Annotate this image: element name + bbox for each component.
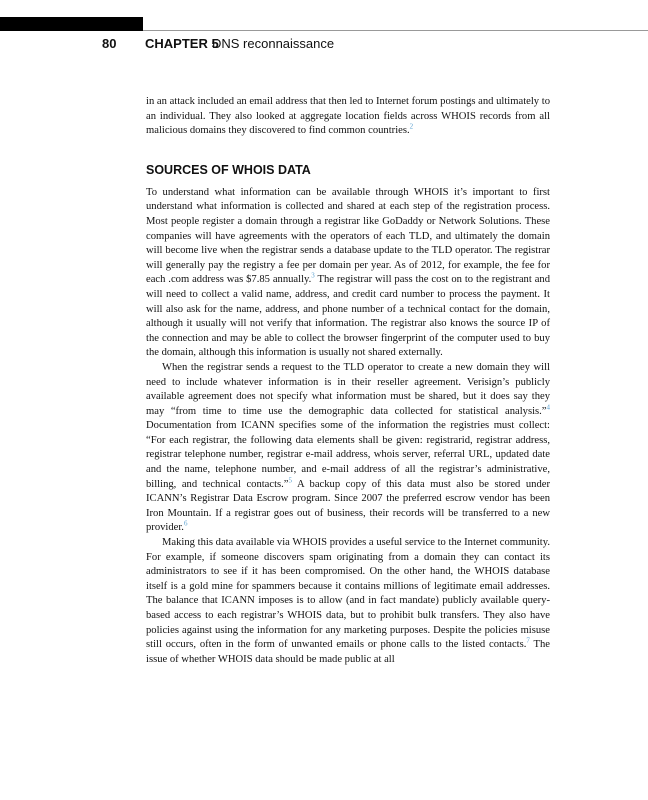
header-black-bar xyxy=(0,17,143,31)
running-header xyxy=(0,36,648,54)
footnote-ref-3[interactable]: 3 xyxy=(311,271,315,280)
paragraph1-text-a: To understand what information can be available through WHOIS it’s important to first understand what information is collected and shared at each step of the registration process. Most people register a domain through a registrar like GoDaddy or Network Solutions. These companies will have agreements with the operators of each TLD, and ultimately the domain will become live when the registrar sends a database update to the TLD operator. The registrar will generally pay the registry a fee per domain per year. As of 2012, for example, the fee for each .com address was $7.85 annually. xyxy=(146,186,550,286)
footnote-ref-6[interactable]: 6 xyxy=(183,519,188,528)
paragraph-registration-process xyxy=(146,186,550,361)
page-number: 80 xyxy=(102,36,117,51)
footnote-ref-5[interactable]: 5 xyxy=(288,476,292,485)
footnote-ref-4[interactable]: 4 xyxy=(546,403,550,412)
intro-text: in an attack included an email address that then led to Internet forum postings and ultimately to an individual. They also looked at aggregate location fields across WHOIS records from all malicious domains they discovered to find common countries. xyxy=(146,96,550,137)
header-rule xyxy=(143,30,648,31)
intro-paragraph xyxy=(146,95,550,139)
paragraph2-text-c: A backup copy of this data must also be stored under ICANN’s Registrar Data Escrow program. Since 2007 the preferred escrow vendor has been Iron Mountain. If a registrar goes out of business, their records will be transferred to a new provider. xyxy=(146,478,550,534)
page-body xyxy=(146,95,550,667)
section-heading: SOURCES OF WHOIS DATA xyxy=(146,162,311,177)
paragraph-whois-service xyxy=(146,536,550,667)
footnote-ref-2[interactable]: 2 xyxy=(409,122,414,131)
paragraph2-text-a: When the registrar sends a request to the TLD operator to create a new domain they will need to include whatever information is in their reseller agreement. Verisign’s publicly available agreement does not specify what information must be shared, but it does say they may “from time to time use the demographic data collected for statistical analysis.” xyxy=(146,361,550,417)
footnote-ref-7[interactable]: 7 xyxy=(526,636,530,645)
paragraph1-text-b: The registrar will pass the cost on to the registrant and will need to collect a valid name, address, and credit card number to process the payment. It will also ask for the name, address, and phone number of a technical contact for the domain, although it usually will not verify that information. The registrar also knows the source IP of the connection and may be able to collect the browser fingerprint of the computer used to buy the domain, although this information is usually not shared externally. xyxy=(146,274,550,359)
chapter-label: CHAPTER 5 xyxy=(145,36,219,51)
chapter-title: DNS reconnaissance xyxy=(212,36,335,51)
paragraph-tld-operator xyxy=(146,361,550,536)
paragraph3-text-a: Making this data available via WHOIS provides a useful service to the Internet community. For example, if someone discovers spam originating from a domain they can contact its administrators to see if it has been compromised. On the other hand, the WHOIS database itself is a gold mine for spammers because it contains millions of legitimate email addresses. The balance that ICANN imposes is to allow (and in fact mandate) publicly available query-based access to each registrar’s WHOIS data, but to prohibit bulk transfers. They also have policies against using the information for any marketing purposes. Despite the policies misuse still occurs, often in the form of unwanted emails or phone calls to the listed contacts. xyxy=(146,537,550,651)
paragraph2-text-b: Documentation from ICANN specifies some of the information the registries must collect: “For each registrar, the following data elements shall be given: registrarid, registrar address, registrar telephone number, registrar e-mail address, whois server, referral URL, updated date and the name, telephone number, and e-mail address of all the registrar’s administrative, billing, and technical contacts.” xyxy=(146,420,550,490)
paragraph3-text-b: The issue of whether WHOIS data should be made public at all xyxy=(146,639,550,665)
